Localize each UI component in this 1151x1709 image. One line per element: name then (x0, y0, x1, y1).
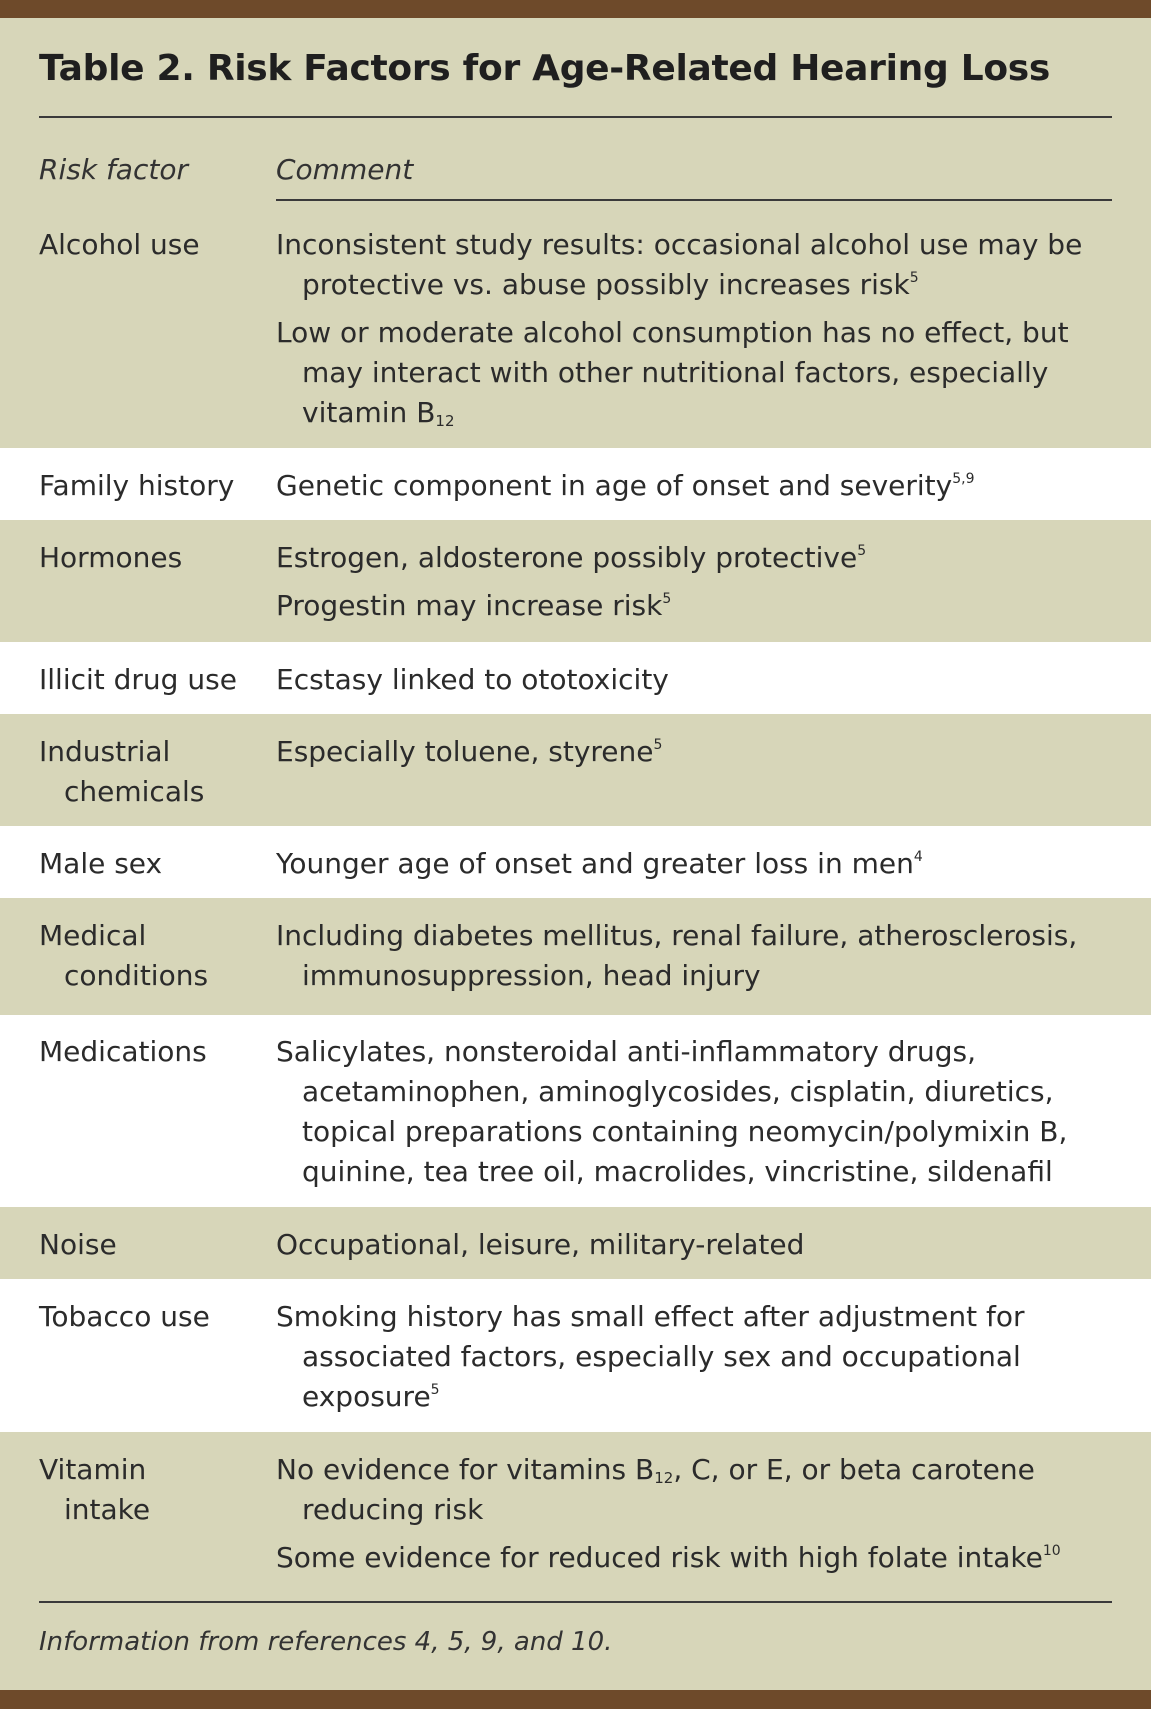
risk-factor-text: Alcohol use (39, 228, 200, 261)
comment-cell (276, 225, 1106, 441)
comment-cell (276, 916, 1106, 1004)
risk-factor-cell (39, 1225, 269, 1265)
reference-marker: 5,9 (952, 471, 975, 487)
comment-text: Smoking history has small effect after adjustment for associated factors, especially sex and occupational exposure$^5$ (276, 1300, 1025, 1413)
reference-marker: 10 (1042, 1543, 1061, 1559)
comment-cell (276, 466, 1106, 514)
reference-marker: 5 (662, 591, 672, 607)
risk-factor-text: Medications (39, 1035, 207, 1068)
comment-text: Estrogen, aldosterone possibly protective$^5$ (276, 541, 867, 574)
risk-factor-text: intake (64, 1493, 151, 1526)
comment-cell (276, 1225, 1106, 1273)
column-header-risk-factor: Risk factor (39, 153, 188, 186)
comment-text: Some evidence for reduced risk with high folate intake$^{10}$ (276, 1541, 1061, 1574)
risk-factor-text: Family history (39, 469, 235, 502)
comment-cell (276, 844, 1106, 892)
comment-text: Progestin may increase risk$^5$ (276, 589, 672, 622)
title-rule (39, 116, 1112, 118)
risk-factor-cell (39, 660, 269, 700)
comment-text: No evidence for vitamins $B_{12}$, C, or E, or beta carotene reducing risk (276, 1453, 1035, 1526)
comment-cell (276, 732, 1106, 780)
comment-text: Especially toluene, styrene$^5$ (276, 735, 663, 768)
reference-marker: 5 (653, 737, 663, 753)
table-title: Table 2. Risk Factors for Age-Related Hearing Loss (39, 48, 1051, 89)
header-rule (276, 199, 1112, 201)
risk-factor-cell (39, 538, 269, 578)
comment-cell (276, 1297, 1106, 1425)
risk-factor-text: Industrial (39, 735, 171, 768)
comment-text: Younger age of onset and greater loss in men$^4$ (276, 847, 923, 880)
risk-factor-cell (39, 1450, 269, 1530)
risk-factor-cell (39, 844, 269, 884)
reference-marker: 4 (913, 849, 923, 865)
risk-factor-text: Male sex (39, 847, 163, 880)
risk-factor-cell (39, 1032, 269, 1072)
comment-cell (276, 660, 1106, 708)
risk-factor-cell (39, 732, 269, 812)
top-border (0, 0, 1151, 18)
reference-marker: 5 (857, 543, 867, 559)
subscript: 12 (435, 412, 455, 430)
risk-factor-cell (39, 466, 269, 506)
comment-cell (276, 1450, 1106, 1586)
risk-factor-text: Tobacco use (39, 1300, 210, 1333)
comment-text: Low or moderate alcohol consumption has no effect, but may interact with other nutritional factors, especially vitamin $B_{12}$ (276, 316, 1069, 430)
column-header-comment: Comment (276, 153, 414, 186)
risk-factor-text: conditions (64, 959, 209, 992)
footer-rule (39, 1601, 1112, 1603)
table-footnote: Information from references 4, 5, 9, and 10. (39, 1627, 613, 1657)
comment-text: Ecstasy linked to ototoxicity (276, 663, 669, 696)
risk-factor-text: Illicit drug use (39, 663, 237, 696)
reference-marker: 5 (430, 1382, 440, 1398)
subscript: 12 (654, 1469, 674, 1487)
bottom-border (0, 1690, 1151, 1709)
comment-text: Including diabetes mellitus, renal failure, atherosclerosis, immunosuppression, head injury (276, 919, 1078, 992)
risk-factor-cell (39, 225, 269, 265)
comment-cell (276, 1032, 1106, 1200)
comment-text: Occupational, leisure, military-related (276, 1228, 805, 1261)
comment-text: Salicylates, nonsteroidal anti-inflammatory drugs, acetaminophen, aminoglycosides, cisplatin, diuretics, topical preparations containing neomycin/polymixin B, quinine, tea tree oil, macrolides, vincristine, sildenafil (276, 1035, 1068, 1188)
risk-factor-text: Vitamin (39, 1453, 147, 1486)
comment-cell (276, 538, 1106, 634)
risk-factor-cell (39, 1297, 269, 1337)
risk-factor-text: chemicals (64, 775, 205, 808)
title-band (0, 18, 1151, 137)
reference-marker: 5 (909, 270, 919, 286)
risk-factor-text: Noise (39, 1228, 117, 1261)
risk-factor-text: Hormones (39, 541, 183, 574)
risk-factor-cell (39, 916, 269, 996)
risk-factor-text: Medical (39, 919, 147, 952)
comment-text: Genetic component in age of onset and severity$^{5,9}$ (276, 469, 975, 502)
comment-text: Inconsistent study results: occasional alcohol use may be protective vs. abuse possibly increases risk$^5$ (276, 228, 1083, 301)
